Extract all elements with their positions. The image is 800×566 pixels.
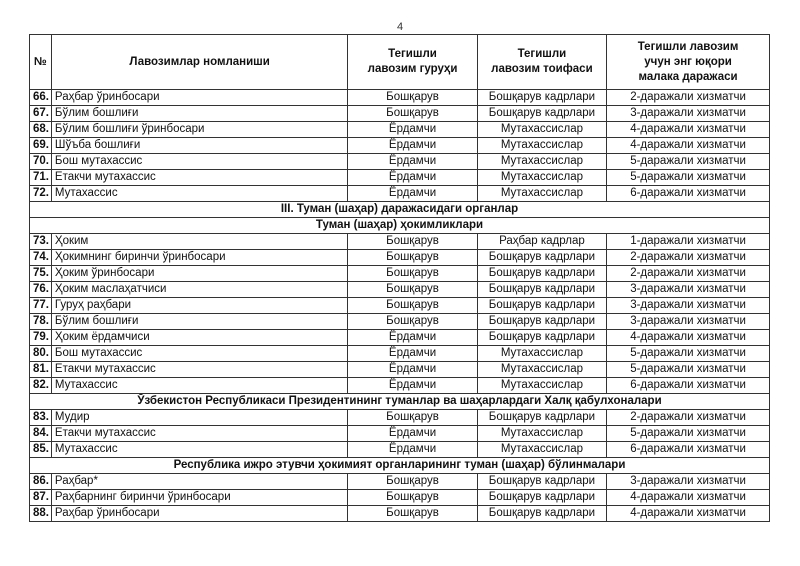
row-number: 69. — [30, 138, 52, 154]
qualification-level: 5-даражали хизматчи — [607, 362, 770, 378]
qualification-level: 3-даражали хизматчи — [607, 474, 770, 490]
position-group: Ёрдамчи — [348, 442, 477, 458]
section-title: Республика ижро этувчи ҳокимият органларининг туман (шаҳар) бўлинмалари — [30, 458, 770, 474]
qualification-level: 3-даражали хизматчи — [607, 106, 770, 122]
header-qualification-line: малака даражаси — [638, 70, 738, 83]
qualification-level: 4-даражали хизматчи — [607, 138, 770, 154]
position-category: Мутахассислар — [477, 442, 606, 458]
position-name: Ҳоким — [51, 234, 347, 250]
table-row — [30, 346, 770, 362]
row-number: 74. — [30, 250, 52, 266]
section-header-row — [30, 458, 770, 474]
position-group: Ёрдамчи — [348, 330, 477, 346]
position-group: Бошқарув — [348, 314, 477, 330]
section-header-row — [30, 218, 770, 234]
position-name: Шўъба бошлиғи — [51, 138, 347, 154]
table-row — [30, 266, 770, 282]
position-name: Бўлим бошлиғи ўринбосари — [51, 122, 347, 138]
row-number: 76. — [30, 282, 52, 298]
position-group: Бошқарув — [348, 250, 477, 266]
position-group: Бошқарув — [348, 410, 477, 426]
position-group: Ёрдамчи — [348, 138, 477, 154]
position-group: Бошқарув — [348, 106, 477, 122]
qualification-level: 4-даражали хизматчи — [607, 506, 770, 522]
position-name: Раҳбар ўринбосари — [51, 90, 347, 106]
position-category: Мутахассислар — [477, 122, 606, 138]
row-number: 75. — [30, 266, 52, 282]
position-name: Бош мутахассис — [51, 154, 347, 170]
qualification-level: 4-даражали хизматчи — [607, 330, 770, 346]
qualification-level: 2-даражали хизматчи — [607, 90, 770, 106]
row-number: 81. — [30, 362, 52, 378]
position-group: Ёрдамчи — [348, 186, 477, 202]
position-name: Бўлим бошлиғи — [51, 106, 347, 122]
position-category: Бошқарув кадрлари — [477, 90, 606, 106]
row-number: 79. — [30, 330, 52, 346]
header-name: Лавозимлар номланиши — [51, 35, 347, 90]
header-group-line: Тегишли — [388, 48, 437, 60]
row-number: 68. — [30, 122, 52, 138]
table-header-row — [30, 35, 770, 90]
position-group: Бошқарув — [348, 298, 477, 314]
positions-table — [29, 34, 770, 522]
position-name: Етакчи мутахассис — [51, 170, 347, 186]
position-name: Мудир — [51, 410, 347, 426]
position-category: Бошқарув кадрлари — [477, 314, 606, 330]
qualification-level: 2-даражали хизматчи — [607, 266, 770, 282]
position-category: Бошқарув кадрлари — [477, 266, 606, 282]
position-group: Бошқарув — [348, 474, 477, 490]
table-row — [30, 330, 770, 346]
position-group: Бошқарув — [348, 266, 477, 282]
position-category: Мутахассислар — [477, 186, 606, 202]
qualification-level: 2-даражали хизматчи — [607, 250, 770, 266]
row-number: 77. — [30, 298, 52, 314]
table-row — [30, 154, 770, 170]
position-category: Бошқарув кадрлари — [477, 282, 606, 298]
qualification-level: 4-даражали хизматчи — [607, 122, 770, 138]
table-row — [30, 426, 770, 442]
row-number: 71. — [30, 170, 52, 186]
table-row — [30, 314, 770, 330]
position-name: Ҳоким ўринбосари — [51, 266, 347, 282]
position-group: Ёрдамчи — [348, 154, 477, 170]
position-name: Ҳоким маслаҳатчиси — [51, 282, 347, 298]
table-row — [30, 442, 770, 458]
qualification-level: 5-даражали хизматчи — [607, 154, 770, 170]
header-category-line: лавозим тоифаси — [491, 63, 593, 75]
table-row — [30, 170, 770, 186]
position-group: Ёрдамчи — [348, 362, 477, 378]
table-row — [30, 250, 770, 266]
position-category: Мутахассислар — [477, 378, 606, 394]
position-name: Етакчи мутахассис — [51, 362, 347, 378]
position-category: Бошқарув кадрлари — [477, 250, 606, 266]
position-group: Бошқарув — [348, 506, 477, 522]
table-row — [30, 234, 770, 250]
header-qualification-line: Тегишли лавозим — [637, 40, 739, 53]
page-number: 4 — [396, 21, 404, 33]
row-number: 88. — [30, 506, 52, 522]
position-name: Етакчи мутахассис — [51, 426, 347, 442]
position-group: Ёрдамчи — [348, 170, 477, 186]
row-number: 73. — [30, 234, 52, 250]
table-row — [30, 362, 770, 378]
row-number: 67. — [30, 106, 52, 122]
row-number: 78. — [30, 314, 52, 330]
position-category: Бошқарув кадрлари — [477, 490, 606, 506]
table-row — [30, 122, 770, 138]
qualification-level: 5-даражали хизматчи — [607, 170, 770, 186]
section-title: Ўзбекистон Республикаси Президентининг туманлар ва шаҳарлардаги Халқ қабулхоналари — [30, 394, 770, 410]
position-category: Мутахассислар — [477, 138, 606, 154]
table-row — [30, 298, 770, 314]
header-num: № — [30, 35, 52, 90]
position-name: Раҳбар ўринбосари — [51, 506, 347, 522]
row-number: 85. — [30, 442, 52, 458]
qualification-level: 3-даражали хизматчи — [607, 298, 770, 314]
table-row — [30, 506, 770, 522]
qualification-level: 5-даражали хизматчи — [607, 346, 770, 362]
row-number: 80. — [30, 346, 52, 362]
table-row — [30, 138, 770, 154]
qualification-level: 4-даражали хизматчи — [607, 490, 770, 506]
table-row — [30, 282, 770, 298]
header-qualification — [607, 35, 770, 90]
position-group: Бошқарув — [348, 234, 477, 250]
qualification-level: 2-даражали хизматчи — [607, 410, 770, 426]
table-row — [30, 490, 770, 506]
position-name: Бўлим бошлиғи — [51, 314, 347, 330]
table-row — [30, 90, 770, 106]
position-category: Мутахассислар — [477, 346, 606, 362]
row-number: 72. — [30, 186, 52, 202]
position-name: Гуруҳ раҳбари — [51, 298, 347, 314]
header-category-line: Тегишли — [517, 48, 567, 60]
position-name: Ҳокимнинг биринчи ўринбосари — [51, 250, 347, 266]
row-number: 70. — [30, 154, 52, 170]
position-category: Бошқарув кадрлари — [477, 330, 606, 346]
position-group: Бошқарув — [348, 282, 477, 298]
qualification-level: 6-даражали хизматчи — [607, 442, 770, 458]
table-row — [30, 410, 770, 426]
position-name: Мутахассис — [51, 186, 347, 202]
position-group: Ёрдамчи — [348, 346, 477, 362]
position-name: Бош мутахассис — [51, 346, 347, 362]
position-name: Мутахассис — [51, 378, 347, 394]
qualification-level: 5-даражали хизматчи — [607, 426, 770, 442]
position-category: Бошқарув кадрлари — [477, 474, 606, 490]
qualification-level: 6-даражали хизматчи — [607, 186, 770, 202]
position-group: Бошқарув — [348, 90, 477, 106]
section-header-row — [30, 202, 770, 218]
row-number: 66. — [30, 90, 52, 106]
qualification-level: 6-даражали хизматчи — [607, 378, 770, 394]
position-category: Мутахассислар — [477, 426, 606, 442]
position-category: Бошқарув кадрлари — [477, 410, 606, 426]
position-category: Мутахассислар — [477, 154, 606, 170]
table-row — [30, 106, 770, 122]
table-row — [30, 186, 770, 202]
table-row — [30, 474, 770, 490]
header-qualification-line: учун энг юқори — [644, 55, 732, 68]
position-category: Мутахассислар — [477, 170, 606, 186]
header-group — [348, 35, 477, 90]
position-group: Ёрдамчи — [348, 426, 477, 442]
position-group: Ёрдамчи — [348, 122, 477, 138]
position-name: Мутахассис — [51, 442, 347, 458]
section-title: Туман (шаҳар) ҳокимликлари — [30, 218, 770, 234]
position-group: Бошқарув — [348, 490, 477, 506]
position-group: Ёрдамчи — [348, 378, 477, 394]
position-category: Раҳбар кадрлар — [477, 234, 606, 250]
qualification-level: 3-даражали хизматчи — [607, 282, 770, 298]
row-number: 84. — [30, 426, 52, 442]
header-group-line: лавозим гуруҳи — [367, 63, 458, 75]
section-title: III. Туман (шаҳар) даражасидаги органлар — [30, 202, 770, 218]
position-category: Мутахассислар — [477, 362, 606, 378]
row-number: 83. — [30, 410, 52, 426]
row-number: 87. — [30, 490, 52, 506]
table-row — [30, 378, 770, 394]
row-number: 82. — [30, 378, 52, 394]
position-name: Раҳбарнинг биринчи ўринбосари — [51, 490, 347, 506]
qualification-level: 1-даражали хизматчи — [607, 234, 770, 250]
position-name: Раҳбар* — [51, 474, 347, 490]
position-category: Бошқарув кадрлари — [477, 298, 606, 314]
header-category — [477, 35, 606, 90]
row-number: 86. — [30, 474, 52, 490]
position-category: Бошқарув кадрлари — [477, 506, 606, 522]
section-header-row — [30, 394, 770, 410]
qualification-level: 3-даражали хизматчи — [607, 314, 770, 330]
position-name: Ҳоким ёрдамчиси — [51, 330, 347, 346]
position-category: Бошқарув кадрлари — [477, 106, 606, 122]
